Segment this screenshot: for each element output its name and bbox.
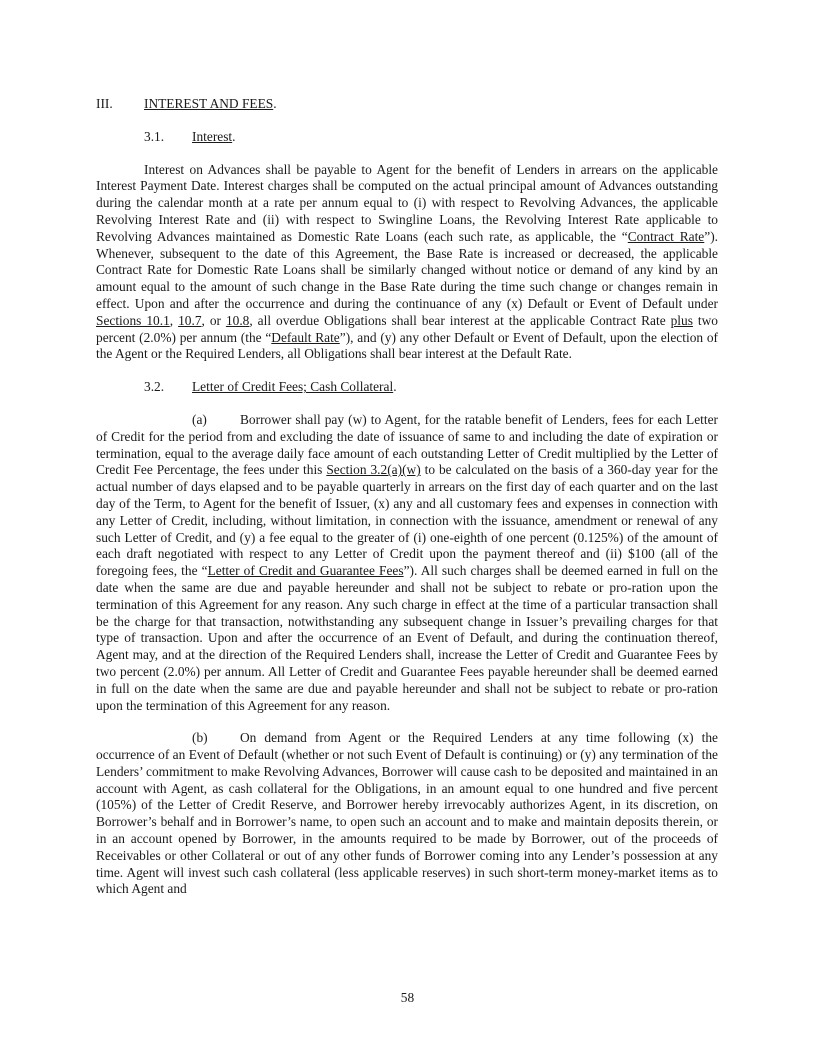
section-3-1-heading: 3.1. Interest. bbox=[144, 128, 236, 144]
cross-ref-sections-10-1: Sections 10.1 bbox=[96, 312, 170, 328]
cross-ref-10-7: 10.7 bbox=[178, 312, 202, 328]
article-number: III. bbox=[96, 96, 113, 111]
term-plus: plus bbox=[670, 312, 693, 328]
article-title: INTEREST AND FEES bbox=[144, 96, 274, 111]
article-heading bbox=[96, 96, 718, 113]
section-3-1-number: 3.1. bbox=[144, 128, 165, 144]
page-number: 58 bbox=[400, 990, 415, 1005]
page-content bbox=[96, 96, 718, 914]
cross-ref-section-3-2-a-w: Section 3.2(a)(w) bbox=[326, 462, 421, 478]
section-3-1-paragraph: Interest on Advances shall be payable to Agent for the benefit of Lenders in arrears on the applicable Interest Payment Date. Interest charges shall be computed on the actual principal amount of Advances outstanding during the calendar month at a rate per annum equal to (i) with respect to Revolving Advances, the applicable Revolving Interest Rate and (ii) with respect to Swingline Loans, the Revolving Interest Rate applicable to Revolving Advances maintained as Domestic Rate Loans (each such rate, as applicable, the “Contract Rate”). Whenever, subsequent to the date of this Agreement, the Base Rate is increased or decreased, the applicable Contract Rate for Domestic Rate Loans shall be similarly changed without notice or demand of any kind by an amount equal to the amount of such change in the Base Rate during the time such change or changes remain in effect. Upon and after the occurrence and during the continuance of any (x) Default or Event of Default under Sections 10.1, 10.7, or 10.8, all overdue Obligations shall bear interest at the applicable Contract Rate plus two percent (2.0%) per annum (the “Default Rate”), and (y) any other Default or Event of Default, upon the election of the Agent or the Required Lenders, all Obligations shall bear interest at the Default Rate. bbox=[96, 161, 719, 362]
defined-term-contract-rate: Contract Rate bbox=[627, 228, 705, 244]
defined-term-lc-guarantee-fees: Letter of Credit and Guarantee Fees bbox=[207, 563, 404, 579]
section-3-2-heading: 3.2. Letter of Credit Fees; Cash Collateral. bbox=[144, 379, 397, 395]
section-3-1-title: Interest bbox=[192, 128, 233, 144]
section-3-2-a-paragraph: (a) Borrower shall pay (w) to Agent, for the ratable benefit of Lenders, fees for each Letter of Credit for the period from and excluding the date of issuance of same to and including the date of expiration or termination, equal to the average daily face amount of each outstanding Letter of Credit multiplied by the Letter of Credit Fee Percentage, the fees under this Section 3.2(a)(w) to be calculated on the basis of a 360-day year for the actual number of days elapsed and to be payable quarterly in arrears on the first day of each quarter and on the last day of the Term, to Agent for the benefit of Issuer, (x) any and all customary fees and expenses in connection with any Letter of Credit, including, without limitation, in connection with the issuance, amendment or renewal of any such Letter of Credit, and (y) a fee equal to the greater of (i) one-eighth of one percent (0.125%) of the amount of each draft negotiated with respect to any Letter of Credit upon the payment thereof and (ii) $100 (all of the foregoing fees, the “Letter of Credit and Guarantee Fees”). All such charges shall be deemed earned in full on the date when the same are due and payable hereunder and shall not be subject to rebate or pro-ration upon the termination of this Agreement for any reason. Any such charge in effect at the time of a particular transaction shall be the charge for that transaction, notwithstanding any subsequent change in Issuer’s prevailing charges for that type of transaction. Upon and after the occurrence of an Event of Default, and during the continuation thereof, Agent may, and at the direction of the Required Lenders shall, increase the Letter of Credit and Guarantee Fees by two percent (2.0%) per annum. All Letter of Credit and Guarantee Fees payable hereunder shall be deemed earned in full on the date when the same are due and payable hereunder and shall not be subject to rebate or pro-ration upon the termination of this Agreement for any reason. bbox=[96, 411, 719, 713]
defined-term-default-rate: Default Rate bbox=[271, 329, 340, 345]
cross-ref-10-8: 10.8 bbox=[225, 312, 250, 328]
clause-b-label: (b) bbox=[192, 730, 208, 746]
section-3-2-number: 3.2. bbox=[144, 379, 165, 395]
section-3-2-b-paragraph: (b) On demand from Agent or the Required Lenders at any time following (x) the occurrence of an Event of Default (whether or not such Event of Default is continuing) or (y) any termination of the Lenders’ commitment to make Revolving Advances, Borrower will cause cash to be deposited and maintained in an account with Agent, as cash collateral for the Obligations, in an amount equal to one hundred and five percent (105%) of the Letter of Credit Reserve, and Borrower hereby irrevocably authorizes Agent, in its discretion, on Borrower’s behalf and in Borrower’s name, to open such an account and to make and maintain deposits therein, or in an account opened by Borrower, in the amounts required to be made by Borrower, out of the proceeds of Receivables or other Collateral or out of any other funds of Borrower coming into any Lender’s possession at any time. Agent will invest such cash collateral (less applicable reserves) in such short-term money-market items as to which Agent and bbox=[96, 730, 718, 897]
article-title-wrap: INTEREST AND FEES. bbox=[144, 96, 277, 111]
clause-a-label: (a) bbox=[192, 411, 207, 427]
section-3-2-title: Letter of Credit Fees; Cash Collateral bbox=[192, 379, 394, 395]
